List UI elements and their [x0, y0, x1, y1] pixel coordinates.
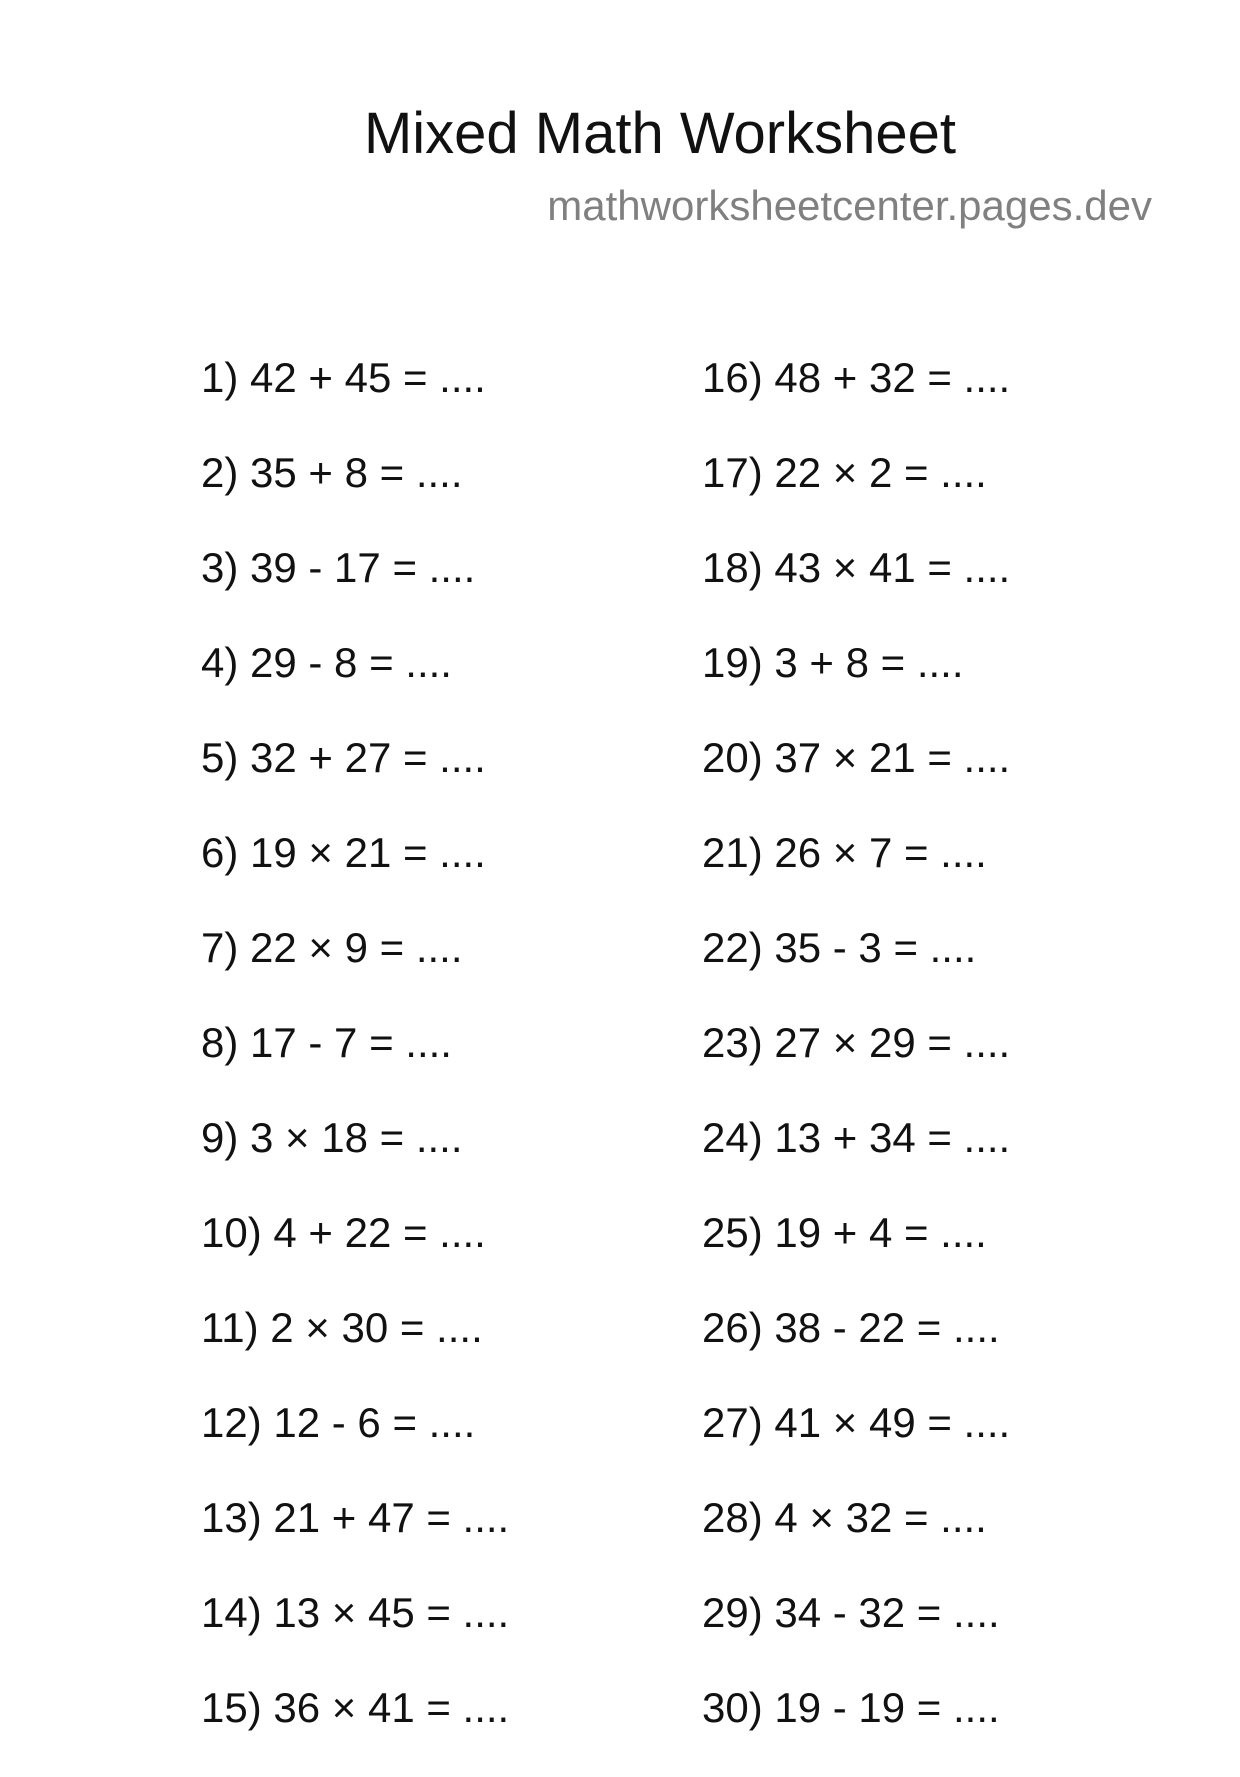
- worksheet-title: Mixed Math Worksheet: [363, 101, 957, 166]
- problem-4: 4) 29 - 8 = ....: [201, 639, 452, 686]
- problem-27: 27) 41 × 49 = ....: [702, 1399, 1011, 1446]
- problem-19: 19) 3 + 8 = ....: [702, 639, 964, 686]
- problem-16: 16) 48 + 32 = ....: [702, 354, 1011, 401]
- problem-26: 26) 38 - 22 = ....: [702, 1304, 1000, 1351]
- problem-17: 17) 22 × 2 = ....: [702, 449, 987, 496]
- problem-28: 28) 4 × 32 = ....: [702, 1494, 987, 1541]
- problem-25: 25) 19 + 4 = ....: [702, 1209, 987, 1256]
- problem-15: 15) 36 × 41 = ....: [201, 1684, 510, 1731]
- worksheet-source-url: mathworksheetcenter.pages.dev: [547, 182, 1152, 229]
- problem-11: 11) 2 × 30 = ....: [201, 1304, 483, 1351]
- problem-column-right: [702, 352, 1182, 1777]
- problem-13: 13) 21 + 47 = ....: [201, 1494, 510, 1541]
- problem-24: 24) 13 + 34 = ....: [702, 1114, 1011, 1161]
- problem-7: 7) 22 × 9 = ....: [201, 924, 463, 971]
- problem-30: 30) 19 - 19 = ....: [702, 1684, 1000, 1731]
- problem-5: 5) 32 + 27 = ....: [201, 734, 486, 781]
- problem-21: 21) 26 × 7 = ....: [702, 829, 987, 876]
- problem-8: 8) 17 - 7 = ....: [201, 1019, 452, 1066]
- problem-20: 20) 37 × 21 = ....: [702, 734, 1011, 781]
- problem-1: 1) 42 + 45 = ....: [201, 354, 486, 401]
- problem-18: 18) 43 × 41 = ....: [702, 544, 1011, 591]
- problem-10: 10) 4 + 22 = ....: [201, 1209, 486, 1256]
- problem-2: 2) 35 + 8 = ....: [201, 449, 463, 496]
- problem-23: 23) 27 × 29 = ....: [702, 1019, 1011, 1066]
- problem-column-left: [201, 352, 681, 1777]
- problem-12: 12) 12 - 6 = ....: [201, 1399, 476, 1446]
- problem-6: 6) 19 × 21 = ....: [201, 829, 486, 876]
- problem-22: 22) 35 - 3 = ....: [702, 924, 977, 971]
- problem-9: 9) 3 × 18 = ....: [201, 1114, 463, 1161]
- problem-3: 3) 39 - 17 = ....: [201, 544, 476, 591]
- problem-14: 14) 13 × 45 = ....: [201, 1589, 510, 1636]
- problem-29: 29) 34 - 32 = ....: [702, 1589, 1000, 1636]
